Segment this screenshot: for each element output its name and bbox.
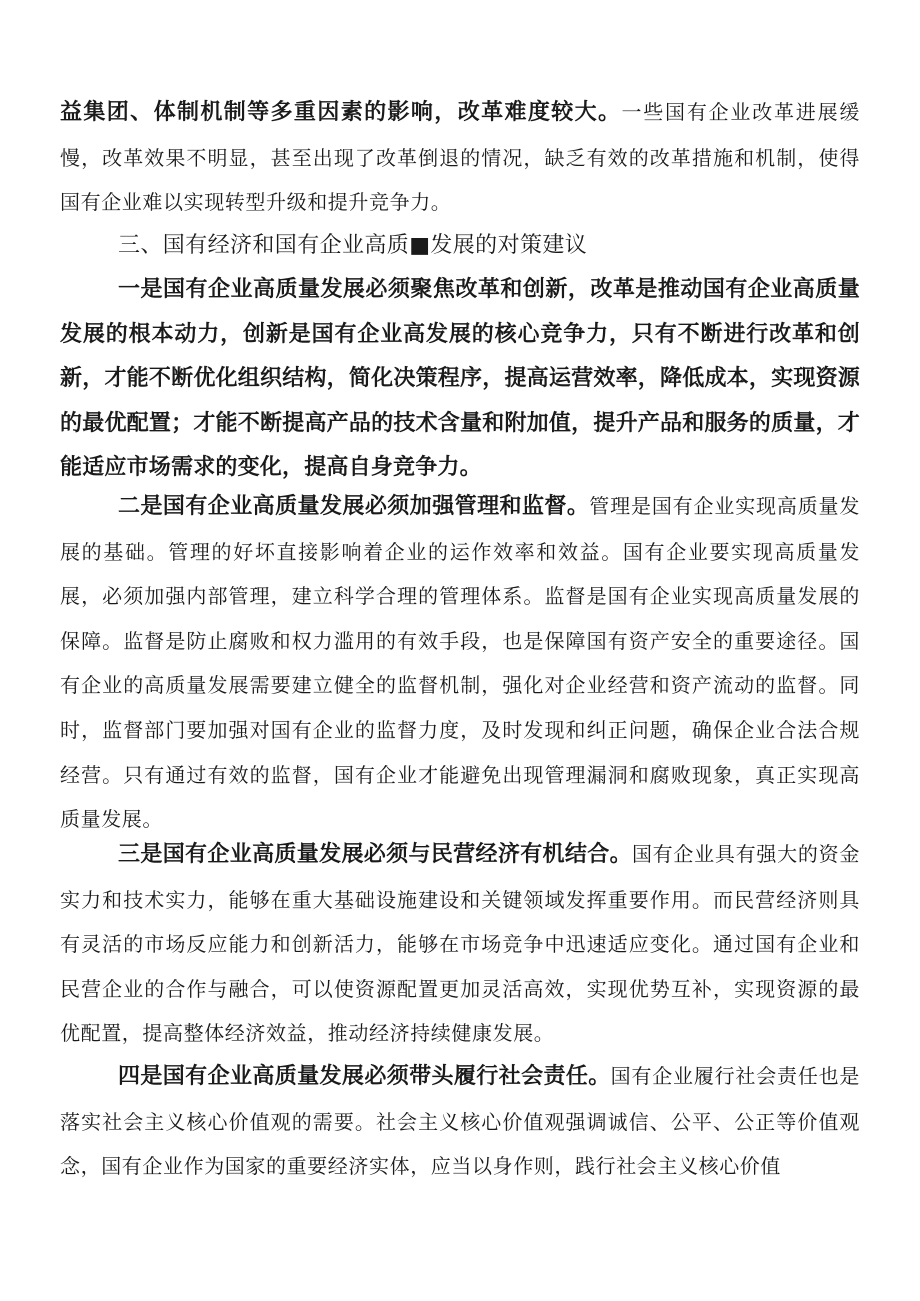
paragraph-private-economy [60,832,860,1056]
paragraph-text: 一些国有企业改革进展缓慢，改革效果不明显，甚至出现了改革倒退的情况，缺乏有效的改革措施和机制，使得国有企业难以实现转型升级和提升竞争力。 [60,100,860,215]
paragraph-social-responsibility [60,1054,860,1189]
paragraph-lead: 二是国有企业高质量发展必须加强管理和监督。 [118,494,590,519]
paragraph-text: 管理是国有企业实现高质量发展的基础。管理的好坏直接影响着企业的运作效率和效益。国有企业要实现高质量发展，必须加强内部管理，建立科学合理的管理体系。监督是国有企业实现高质量发展的保障。监督是防止腐败和权力滥用的有效手段，也是保障国有资产安全的重要途径。国有企业的高质量发展需要建立健全的监督机制，强化对企业经营和资产流动的监督。同时，监督部门要加强对国有企业的监督力度，及时发现和纠正问题，确保企业合法合规经营。只有通过有效的监督，国有企业才能避免出现管理漏洞和腐败现象，真正实现高质量发展。 [60,494,861,832]
paragraph-reform-difficulty [60,90,860,225]
paragraph-text: 国有企业具有强大的资金实力和技术实力，能够在重大基础设施建设和关键领域发挥重要作用。而民营经济则具有灵活的市场反应能力和创新活力，能够在市场竞争中迅速适应变化。通过国有企业和民营企业的合作与融合，可以使资源配置更加灵活高效，实现优势互补，实现资源的最优配置，提高整体经济效益，推动经济持续健康发展。 [60,842,860,1046]
paragraph-text: 国有企业履行社会责任也是落实社会主义核心价值观的需要。社会主义核心价值观强调诚信、公平、公正等价值观念，国有企业作为国家的重要经济实体，应当以身作则，践行社会主义核心价值 [60,1064,861,1179]
section-heading: 三、国有经济和国有企业高质■发展的对策建议 [118,233,588,258]
paragraph-management-supervision [60,484,860,842]
paragraph-lead: 益集团、体制机制等多重因素的影响，改革难度较大。 [60,100,622,125]
paragraph-lead: 三是国有企业高质量发展必须与民营经济有机结合。 [118,842,632,867]
paragraph-lead: 四是国有企业高质量发展必须带头履行社会责任。 [118,1064,611,1089]
paragraph-reform-innovation: 一是国有企业高质量发展必须聚焦改革和创新，改革是推动国有企业高质量发展的根本动力，创新是国有企业高发展的核心竞争力，只有不断进行改革和创新，才能不断优化组织结构，简化决策程序，提高运营效率，降低成本，实现资源的最优配置；才能不断提高产品的技术含量和附加值，提升产品和服务的质量，才能适应市场需求的变化，提高自身竞争力。 [60,277,860,481]
